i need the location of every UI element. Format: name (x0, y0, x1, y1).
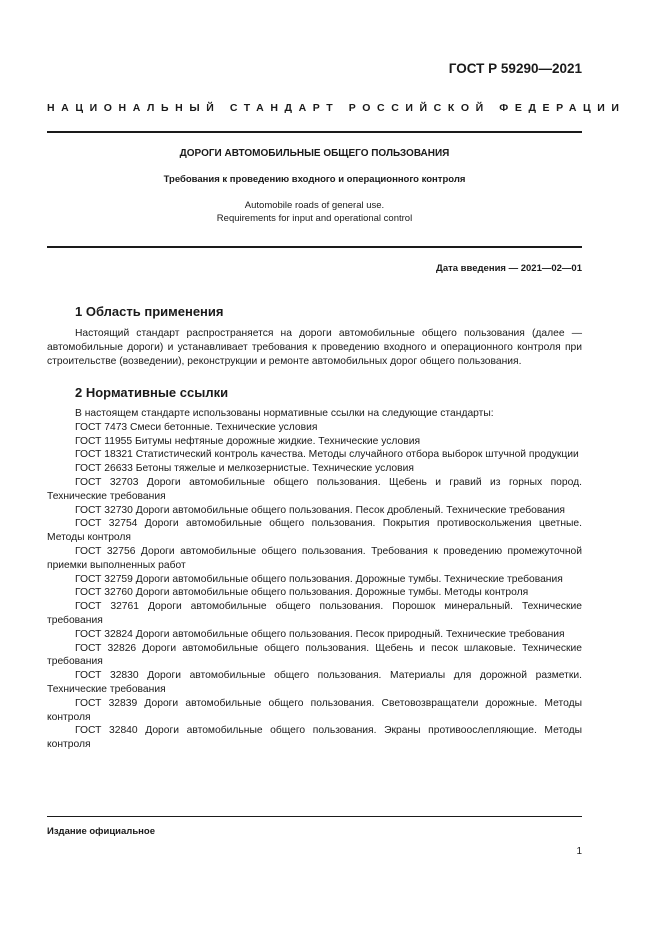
national-standard-banner: НАЦИОНАЛЬНЫЙ СТАНДАРТ РОССИЙСКОЙ ФЕДЕРАЦИИ (47, 102, 626, 114)
section-2-heading: 2 Нормативные ссылки (75, 385, 229, 400)
reference-item: ГОСТ 32759 Дороги автомобильные общего пользования. Дорожные тумбы. Технические требования (75, 573, 563, 585)
section-2-intro: В настоящем стандарте использованы нормативные ссылки на следующие стандарты: (75, 408, 494, 419)
reference-item: ГОСТ 32754 Дороги автомобильные общего пользования. Покрытия противоскольжения цветные. Методы контроля (47, 518, 582, 544)
english-title-line-1: Automobile roads of general use. (244, 200, 385, 211)
reference-item: ГОСТ 32839 Дороги автомобильные общего пользования. Световозвращатели дорожные. Методы контроля (47, 697, 582, 723)
header-divider (47, 131, 582, 133)
section-1-paragraph: Настоящий стандарт распространяется на дороги автомобильные общего пользования (далее — автомобильные дороги) и устанавливает требования к проведению входного и операционного контроля при строительстве (возведении), реконструкции и ремонте автомобильных дорог общего пользования. (47, 328, 582, 367)
footer-divider (47, 816, 582, 817)
reference-item: ГОСТ 11955 Битумы нефтяные дорожные жидкие. Технические условия (75, 435, 421, 447)
reference-item: ГОСТ 18321 Статистический контроль качества. Методы случайного отбора выборок штучной продукции (75, 449, 579, 461)
reference-item: ГОСТ 26633 Бетоны тяжелые и мелкозернистые. Технические условия (75, 463, 414, 475)
introduction-date: Дата введения — 2021—02—01 (436, 263, 582, 274)
section-2-body (47, 407, 582, 752)
section-1-body (47, 327, 582, 368)
reference-item: ГОСТ 32824 Дороги автомобильные общего пользования. Песок природный. Технические требования (75, 628, 565, 640)
page-number: 1 (576, 846, 582, 857)
reference-item: ГОСТ 32830 Дороги автомобильные общего пользования. Материалы для дорожной разметки. Технические требования (47, 670, 582, 695)
english-title-line-2: Requirements for input and operational control (216, 213, 413, 224)
title-divider (47, 246, 582, 248)
reference-item: ГОСТ 32703 Дороги автомобильные общего пользования. Щебень и гравий из горных пород. Технические требования (47, 476, 582, 502)
reference-item: ГОСТ 32730 Дороги автомобильные общего пользования. Песок дробленый. Технические требования (75, 504, 565, 516)
section-1-heading: 1 Область применения (75, 304, 224, 319)
reference-item: ГОСТ 32840 Дороги автомобильные общего пользования. Экраны противоослепляющие. Методы контроля (47, 725, 582, 751)
reference-item: ГОСТ 32760 Дороги автомобильные общего пользования. Дорожные тумбы. Методы контроля (75, 587, 529, 599)
document-code: ГОСТ Р 59290—2021 (448, 61, 582, 76)
reference-item: ГОСТ 32756 Дороги автомобильные общего пользования. Требования к проведению промежуточной приемки выполненных работ (47, 545, 582, 571)
document-subtitle: Требования к проведению входного и операционного контроля (163, 174, 466, 185)
reference-item: ГОСТ 32826 Дороги автомобильные общего пользования. Щебень и песок шлаковые. Технические требования (47, 642, 582, 668)
reference-item: ГОСТ 32761 Дороги автомобильные общего пользования. Порошок минеральный. Технические требования (47, 601, 582, 626)
english-title (47, 199, 582, 225)
official-edition-label: Издание официальное (47, 826, 155, 837)
reference-item: ГОСТ 7473 Смеси бетонные. Технические условия (75, 421, 318, 433)
document-title: ДОРОГИ АВТОМОБИЛЬНЫЕ ОБЩЕГО ПОЛЬЗОВАНИЯ (179, 148, 450, 159)
